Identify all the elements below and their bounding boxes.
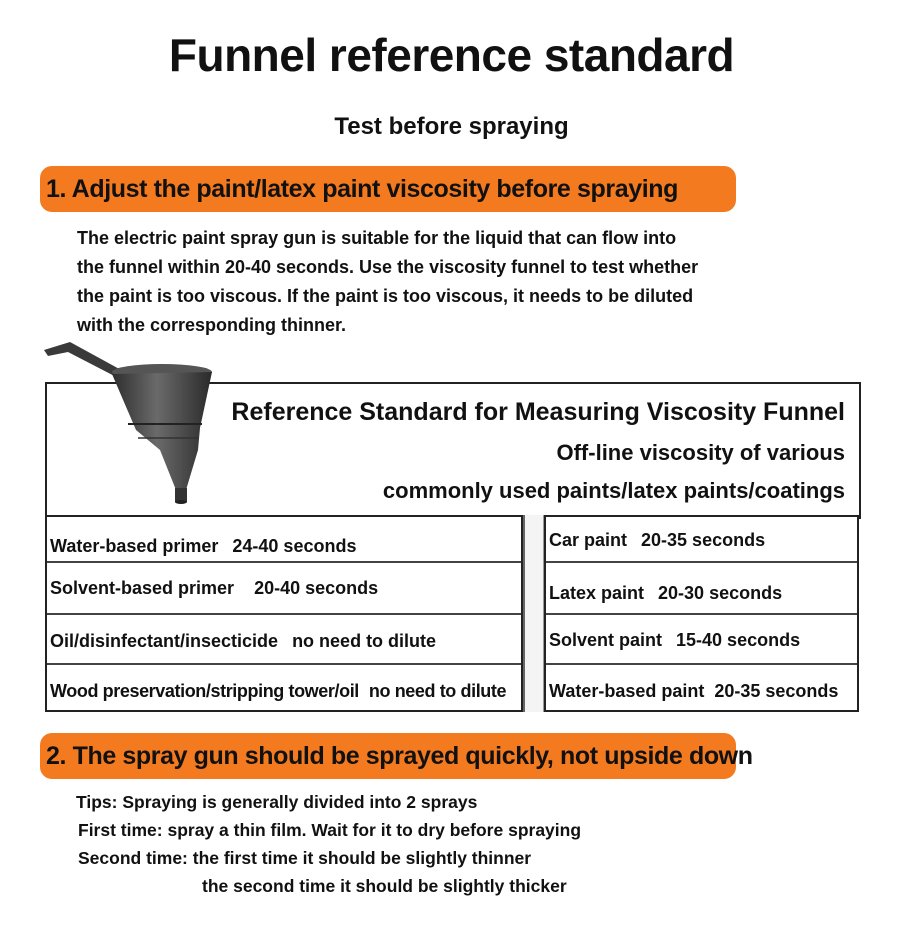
section1-description: [77, 224, 757, 340]
spraying-tips: [76, 788, 581, 900]
viscosity-time: 15-40 seconds: [676, 630, 801, 650]
paint-name: Oil/disinfectant/insecticide: [50, 631, 279, 651]
paint-name: Solvent-based primer: [50, 578, 235, 598]
paint-name: Wood preservation/stripping tower/oil: [50, 681, 359, 701]
viscosity-time: 20-40 seconds: [254, 578, 379, 598]
viscosity-funnel-image: [40, 338, 230, 518]
tip-line: Tips: Spraying is generally divided into 2 sprays: [76, 792, 478, 812]
table-row: [546, 563, 857, 615]
page-title: Funnel reference standard: [168, 29, 735, 81]
table-row: [546, 517, 857, 563]
table-row: [47, 615, 521, 665]
table-row: [47, 563, 521, 615]
table-row: [546, 665, 857, 710]
reference-subtitle-line2: commonly used paints/latex paints/coatings: [382, 478, 845, 503]
page-subtitle: Test before spraying: [334, 113, 569, 140]
description-line: the funnel within 20-40 seconds. Use the viscosity funnel to test whether: [77, 257, 699, 277]
description-line: The electric paint spray gun is suitable for the liquid that can flow into: [77, 228, 677, 248]
table-row: [546, 615, 857, 665]
paint-name: Car paint: [549, 530, 628, 550]
table-divider: [523, 515, 544, 712]
viscosity-time: 20-30 seconds: [658, 583, 783, 603]
viscosity-time: no need to dilute: [368, 681, 507, 701]
viscosity-time: 20-35 seconds: [641, 530, 766, 550]
description-line: with the corresponding thinner.: [77, 315, 347, 335]
paint-name: Latex paint: [549, 583, 645, 603]
reference-title: Reference Standard for Measuring Viscosity Funnel: [231, 398, 845, 426]
table-row: [47, 665, 521, 710]
tip-line: First time: spray a thin film. Wait for it to dry before spraying: [78, 820, 582, 840]
tip-line: the second time it should be slightly thicker: [202, 876, 567, 896]
paint-name: Solvent paint: [549, 630, 663, 650]
viscosity-table-left: [45, 515, 523, 712]
table-row: [47, 517, 521, 563]
viscosity-table-right: [544, 515, 859, 712]
description-line: the paint is too viscous. If the paint is too viscous, it needs to be diluted: [77, 286, 694, 306]
viscosity-time: 20-35 seconds: [714, 681, 839, 701]
viscosity-time: no need to dilute: [292, 631, 437, 651]
section1-heading: 1. Adjust the paint/latex paint viscosity before spraying: [40, 166, 736, 212]
viscosity-time: 24-40 seconds: [232, 536, 357, 556]
reference-subtitle-line1: Off-line viscosity of various: [556, 440, 845, 465]
paint-name: Water-based primer: [50, 536, 219, 556]
tip-line: Second time: the first time it should be slightly thinner: [78, 848, 532, 868]
paint-name: Water-based paint: [549, 681, 705, 701]
section2-heading: 2. The spray gun should be sprayed quickly, not upside down: [40, 733, 736, 779]
